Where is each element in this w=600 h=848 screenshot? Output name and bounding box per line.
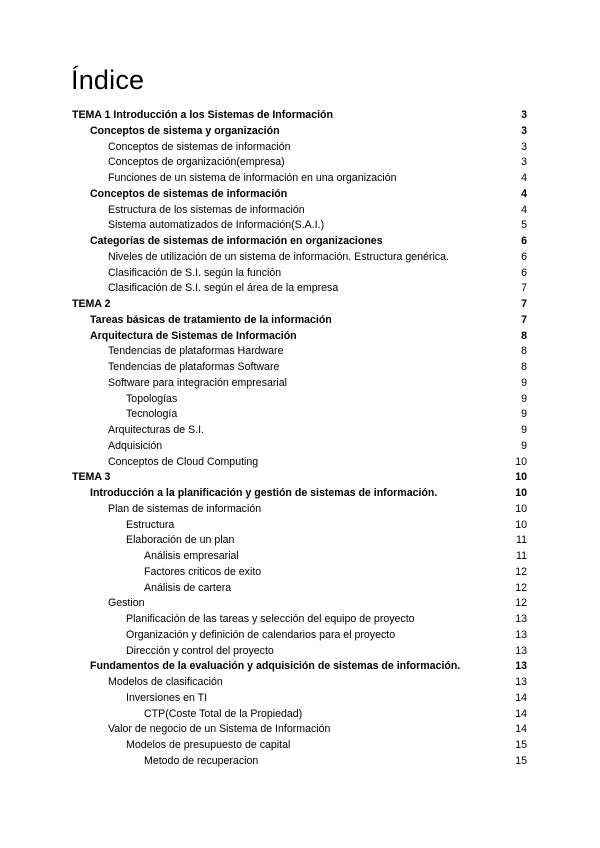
toc-entry[interactable] (72, 533, 527, 549)
toc-entry-title: Factores criticos de exito (144, 565, 262, 578)
toc-entry-title: Análisis de cartera (144, 581, 232, 594)
toc-entry-title: Metodo de recuperacion (144, 754, 259, 767)
toc-entry-title: Conceptos de sistema y organización (90, 124, 280, 137)
toc-entry-title: Análisis empresarial (144, 550, 239, 562)
toc-entry-title: Sistema automatizados de Información(S.A.I.) (108, 219, 325, 232)
toc-entry-title: Tareas básicas de tratamiento de la información (90, 313, 332, 326)
toc-entry-title: Tendencias de plataformas Hardware (108, 345, 284, 358)
toc-entry[interactable] (72, 439, 527, 455)
toc-entry-title: Software para integración empresarial (108, 376, 288, 389)
toc-entry-page-number: 8 (521, 345, 527, 358)
toc-entry[interactable] (72, 297, 527, 313)
toc-entry[interactable] (72, 470, 527, 486)
toc-entry-title: Conceptos de sistemas de información (90, 187, 288, 200)
toc-entry-page-number: 13 (515, 628, 527, 641)
toc-entry-page-number: 15 (515, 754, 527, 767)
toc-entry-page-number: 12 (515, 581, 527, 594)
toc-entry-page-number: 13 (515, 613, 527, 625)
toc-entry[interactable] (72, 502, 527, 518)
toc-entry-title: Arquitecturas de S.I. (108, 424, 204, 436)
toc-entry-title: Tecnología (126, 408, 178, 421)
toc-entry-page-number: 14 (515, 723, 527, 736)
toc-entry-title: Gestion (108, 597, 145, 610)
toc-entry-title: Plan de sistemas de información (108, 502, 262, 515)
toc-entry[interactable] (72, 266, 527, 282)
toc-entry-page-number: 9 (521, 439, 527, 452)
toc-entry-title: Planificación de las tareas y selección del equipo de proyecto (126, 613, 415, 625)
toc-entry-title: Estructura (126, 518, 175, 531)
toc-entry-title: Funciones de un sistema de información en una organización (108, 172, 397, 184)
toc-entry-title: Tendencias de plataformas Software (108, 361, 280, 373)
toc-entry-title: Conceptos de Cloud Computing (108, 455, 259, 468)
toc-entry[interactable] (72, 140, 527, 156)
toc-entry-page-number: 11 (516, 534, 527, 547)
toc-entry[interactable] (72, 486, 527, 502)
toc-entry[interactable] (72, 691, 527, 707)
toc-entry[interactable] (72, 187, 527, 203)
toc-entry-page-number: 5 (521, 219, 527, 232)
toc-entry-title: Conceptos de sistemas de información (108, 140, 291, 153)
toc-entry[interactable] (72, 423, 527, 439)
toc-entry-title: Adquisición (108, 439, 163, 452)
toc-entry-page-number: 8 (521, 361, 527, 373)
toc-entry-page-number: 10 (515, 455, 527, 468)
toc-entry[interactable] (72, 518, 527, 534)
page-title: Índice (71, 65, 145, 95)
toc-entry[interactable] (72, 644, 527, 660)
toc-entry-page-number: 12 (515, 597, 527, 610)
toc-entry[interactable] (72, 581, 527, 597)
toc-entry[interactable] (72, 659, 527, 675)
toc-entry-page-number: 13 (515, 660, 527, 673)
toc-entry[interactable] (72, 628, 527, 644)
toc-entry-title: TEMA 2 (72, 298, 111, 310)
toc-entry-title: TEMA 3 (72, 471, 111, 484)
toc-entry[interactable] (72, 155, 527, 171)
toc-entry-title: Niveles de utilización de un sistema de información. Estructura genérica. (108, 250, 449, 263)
toc-entry[interactable] (72, 376, 527, 392)
toc-entry-page-number: 6 (521, 235, 527, 247)
toc-entry[interactable] (72, 360, 527, 376)
toc-entry-page-number: 7 (521, 282, 527, 295)
toc-entry-title: TEMA 1 Introducción a los Sistemas de Información (72, 109, 333, 121)
toc-entry-page-number: 4 (521, 203, 527, 216)
toc-entry[interactable] (72, 281, 527, 297)
toc-entry-page-number: 7 (521, 298, 527, 310)
toc-entry-page-number: 14 (515, 707, 527, 720)
toc-entry-title: Arquitectura de Sistemas de Información (90, 329, 297, 342)
toc-entry-page-number: 9 (521, 392, 527, 405)
toc-entry-title: Topologías (126, 392, 178, 405)
toc-entry[interactable] (72, 596, 527, 612)
toc-entry-title: Introducción a la planificación y gestión de sistemas de información. (90, 487, 438, 499)
toc-entry[interactable] (72, 455, 527, 471)
toc-entry-page-number: 9 (521, 376, 527, 389)
toc-entry-page-number: 10 (515, 471, 527, 484)
toc-entry[interactable] (72, 108, 527, 124)
toc-entry-title: Fundamentos de la evaluación y adquisición de sistemas de información. (90, 660, 461, 673)
toc-entry-page-number: 3 (521, 156, 527, 169)
toc-entry[interactable] (72, 344, 527, 360)
toc-entry-title: Dirección y control del proyecto (126, 644, 274, 657)
toc-entry[interactable] (72, 407, 527, 423)
toc-entry[interactable] (72, 707, 527, 723)
toc-entry-page-number: 6 (521, 250, 527, 263)
toc-entry-title: Categorías de sistemas de información en organizaciones (90, 235, 383, 247)
toc-entry-page-number: 14 (515, 691, 527, 704)
toc-entry-page-number: 10 (515, 502, 527, 515)
toc-entry[interactable] (72, 754, 527, 770)
toc-entry[interactable] (72, 313, 527, 329)
toc-entry-page-number: 3 (521, 140, 527, 153)
toc-entry[interactable] (72, 234, 527, 250)
toc-entry-page-number: 4 (521, 172, 527, 184)
toc-entry-title: Modelos de clasificación (108, 676, 223, 688)
toc-entry-page-number: 15 (515, 739, 527, 751)
toc-entry-page-number: 9 (521, 424, 527, 436)
toc-entry-page-number: 12 (515, 565, 527, 578)
toc-entry-page-number: 10 (515, 518, 527, 531)
toc-entry-page-number: 13 (515, 644, 527, 657)
toc-entry-page-number: 3 (521, 124, 527, 137)
toc-entry-page-number: 9 (521, 408, 527, 421)
toc-entry-page-number: 13 (515, 676, 527, 688)
toc-entry-page-number: 7 (521, 313, 527, 326)
toc-entry-title: Estructura de los sistemas de información (108, 203, 305, 216)
toc-entry[interactable] (72, 565, 527, 581)
toc-entry[interactable] (72, 549, 527, 565)
toc-entry-title: Clasificación de S.I. según el área de la empresa (108, 282, 339, 295)
toc-entry[interactable] (72, 675, 527, 691)
toc-entry[interactable] (72, 738, 527, 754)
toc-entry-title: CTP(Coste Total de la Propiedad) (144, 707, 303, 720)
toc-entry-title: Elaboración de un plan (126, 534, 235, 547)
toc-entry[interactable] (72, 722, 527, 738)
toc-entry-page-number: 8 (521, 329, 527, 342)
toc-entry-title: Modelos de presupuesto de capital (126, 739, 291, 751)
toc-entry-title: Inversiones en TI (126, 691, 208, 704)
toc-entry[interactable] (72, 171, 527, 187)
toc-entry-title: Valor de negocio de un Sistema de Información (108, 723, 331, 736)
toc-entry[interactable] (72, 392, 527, 408)
table-of-contents (72, 108, 527, 770)
toc-entry[interactable] (72, 612, 527, 628)
toc-entry[interactable] (72, 218, 527, 234)
toc-entry-title: Clasificación de S.I. según la función (108, 266, 282, 279)
toc-entry-page-number: 3 (521, 109, 527, 121)
toc-entry-page-number: 4 (521, 187, 527, 200)
toc-entry-title: Organización y definición de calendarios para el proyecto (126, 628, 396, 641)
toc-entry-page-number: 10 (515, 487, 527, 499)
toc-entry-title: Conceptos de organización(empresa) (108, 156, 285, 169)
toc-entry-page-number: 11 (516, 550, 527, 562)
toc-entry[interactable] (72, 250, 527, 266)
toc-entry[interactable] (72, 203, 527, 219)
toc-entry[interactable] (72, 124, 527, 140)
toc-entry[interactable] (72, 329, 527, 345)
toc-entry-page-number: 6 (521, 266, 527, 279)
